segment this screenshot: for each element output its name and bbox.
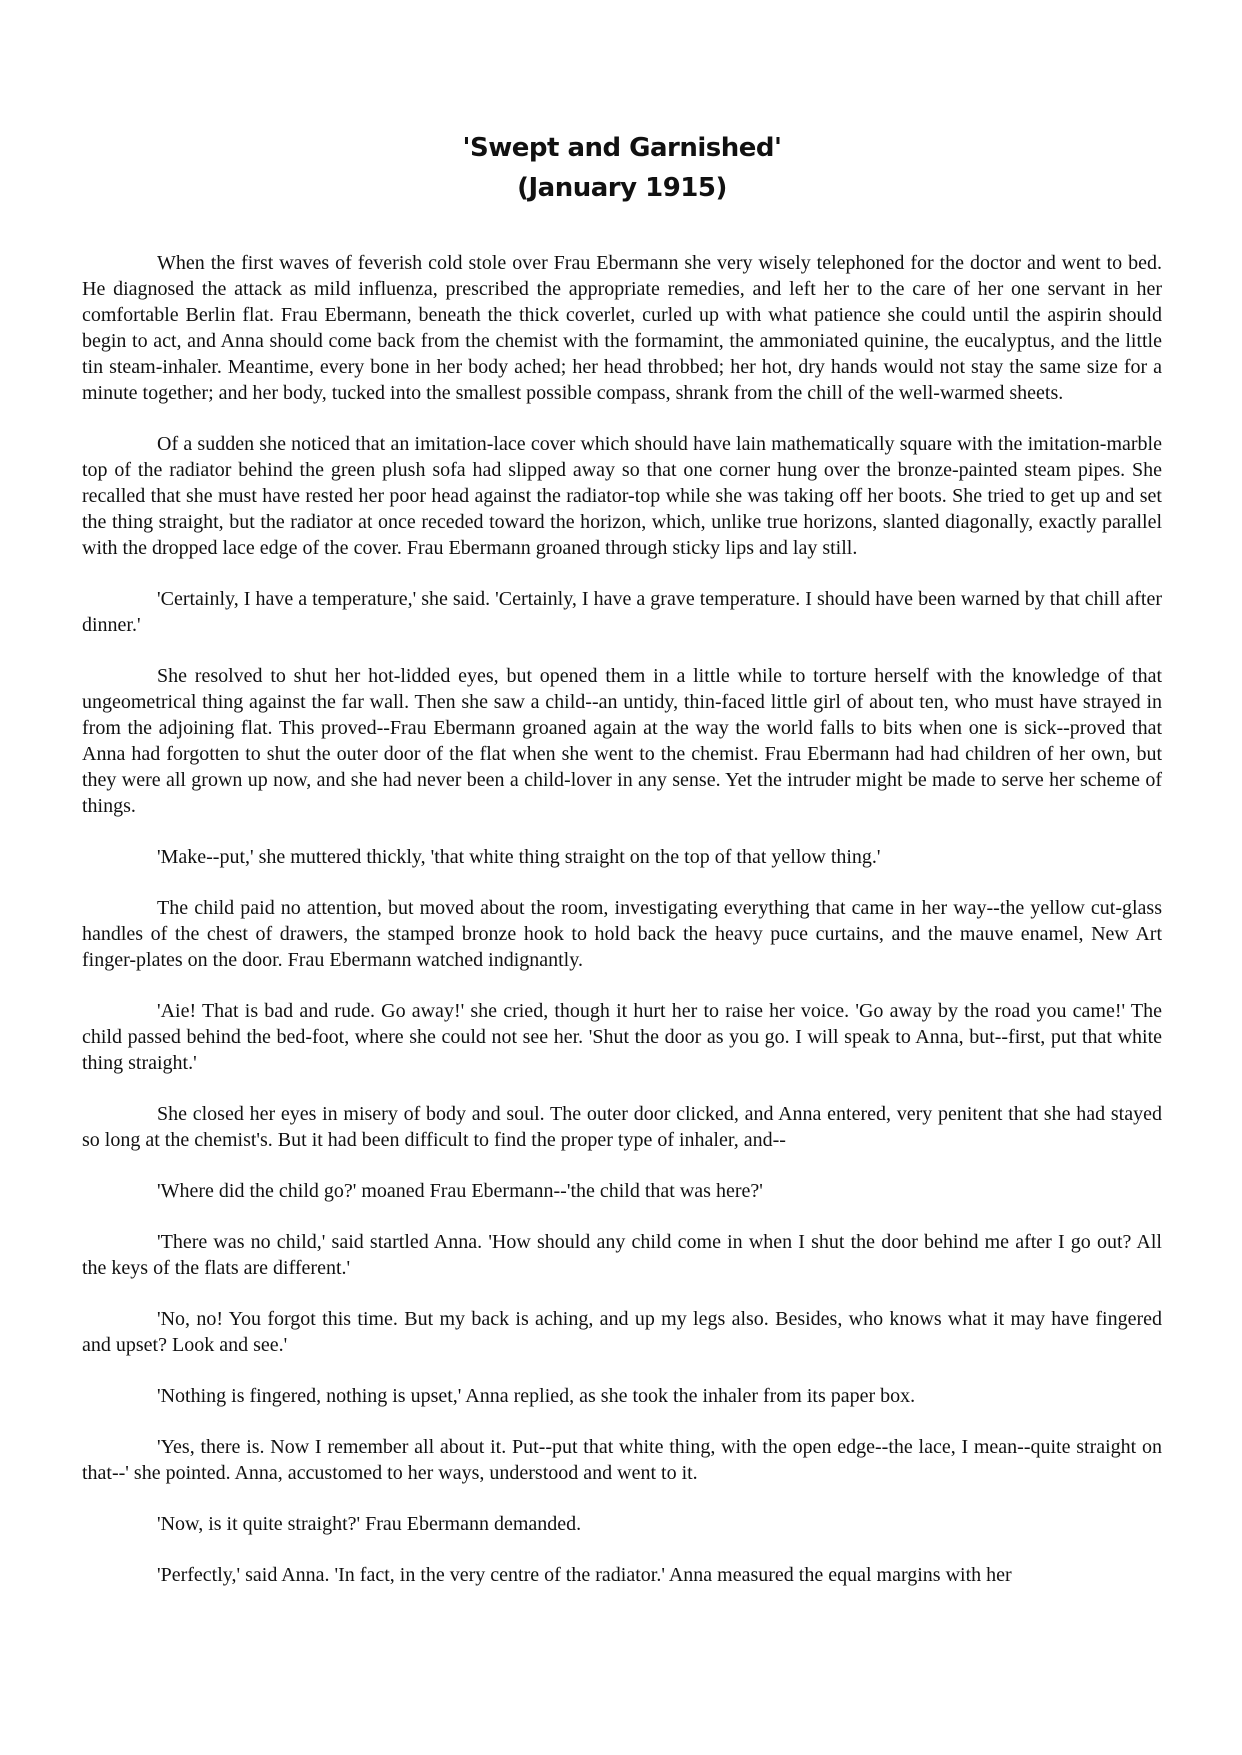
paragraph: 'Now, is it quite straight?' Frau Ebermann demanded. xyxy=(157,1513,582,1535)
paragraph: She closed her eyes in misery of body and soul. The outer door clicked, and Anna entered, very penitent that she had stayed so long at the chemist's. But it had been difficult to find the proper type of inhaler, and-- xyxy=(82,1103,1162,1151)
paragraph: 'Yes, there is. Now I remember all about it. Put--put that white thing, with the open edge--the lace, I mean--quite straight on that--' she pointed. Anna, accustomed to her ways, understood and went to it. xyxy=(82,1436,1162,1484)
paragraph: 'Where did the child go?' moaned Frau Ebermann--'the child that was here?' xyxy=(157,1180,763,1202)
title-line-2: (January 1915) xyxy=(517,173,727,203)
paragraph: 'No, no! You forgot this time. But my back is aching, and up my legs also. Besides, who knows what it may have fingered and upset? Look and see.' xyxy=(82,1308,1162,1356)
paragraph: 'Aie! That is bad and rude. Go away!' she cried, though it hurt her to raise her voice. 'Go away by the road you came!' The child passed behind the bed-foot, where she could not see her. 'Shut the door as you go. I will speak to Anna, but--first, put that white thing straight.' xyxy=(82,1000,1162,1074)
story-title xyxy=(82,128,1162,208)
paragraph: She resolved to shut her hot-lidded eyes, but opened them in a little while to torture herself with the knowledge of that ungeometrical thing against the far wall. Then she saw a child--an untidy, thin-faced little girl of about ten, who must have strayed in from the adjoining flat. This proved--Frau Ebermann groaned again at the way the world falls to bits when one is sick--proved that Anna had forgotten to shut the outer door of the flat when she went to the chemist. Frau Ebermann had had children of her own, but they were all grown up now, and she had never been a child-lover in any sense. Yet the intruder might be made to serve her scheme of things. xyxy=(82,665,1162,817)
paragraph: 'Nothing is fingered, nothing is upset,' Anna replied, as she took the inhaler from its paper box. xyxy=(157,1385,916,1407)
paragraph: 'Certainly, I have a temperature,' she said. 'Certainly, I have a grave temperature. I should have been warned by that chill after dinner.' xyxy=(82,588,1162,636)
paragraph: The child paid no attention, but moved about the room, investigating everything that came in her way--the yellow cut-glass handles of the chest of drawers, the stamped bronze hook to hold back the heavy puce curtains, and the mauve enamel, New Art finger-plates on the door. Frau Ebermann watched indignantly. xyxy=(82,897,1162,971)
story-body xyxy=(82,250,1162,1613)
paragraph: When the first waves of feverish cold stole over Frau Ebermann she very wisely telephoned for the doctor and went to bed. He diagnosed the attack as mild influenza, prescribed the appropriate remedies, and left her to the care of her one servant in her comfortable Berlin flat. Frau Ebermann, beneath the thick coverlet, curled up with what patience she could until the aspirin should begin to act, and Anna should come back from the chemist with the formamint, the ammoniated quinine, the eucalyptus, and the little tin steam-inhaler. Meantime, every bone in her body ached; her head throbbed; her hot, dry hands would not stay the same size for a minute together; and her body, tucked into the smallest possible compass, shrank from the chill of the well-warmed sheets. xyxy=(82,252,1162,404)
paragraph: 'Make--put,' she muttered thickly, 'that white thing straight on the top of that yellow thing.' xyxy=(157,846,881,868)
paragraph: 'There was no child,' said startled Anna. 'How should any child come in when I shut the door behind me after I go out? All the keys of the flats are different.' xyxy=(82,1231,1162,1279)
document-page xyxy=(82,0,1162,1755)
title-line-1: 'Swept and Garnished' xyxy=(462,133,782,163)
paragraph: 'Perfectly,' said Anna. 'In fact, in the very centre of the radiator.' Anna measured the equal margins with her xyxy=(157,1564,1012,1586)
paragraph: Of a sudden she noticed that an imitation-lace cover which should have lain mathematically square with the imitation-marble top of the radiator behind the green plush sofa had slipped away so that one corner hung over the bronze-painted steam pipes. She recalled that she must have rested her poor head against the radiator-top while she was taking off her boots. She tried to get up and set the thing straight, but the radiator at once receded toward the horizon, which, unlike true horizons, slanted diagonally, exactly parallel with the dropped lace edge of the cover. Frau Ebermann groaned through sticky lips and lay still. xyxy=(82,433,1162,559)
